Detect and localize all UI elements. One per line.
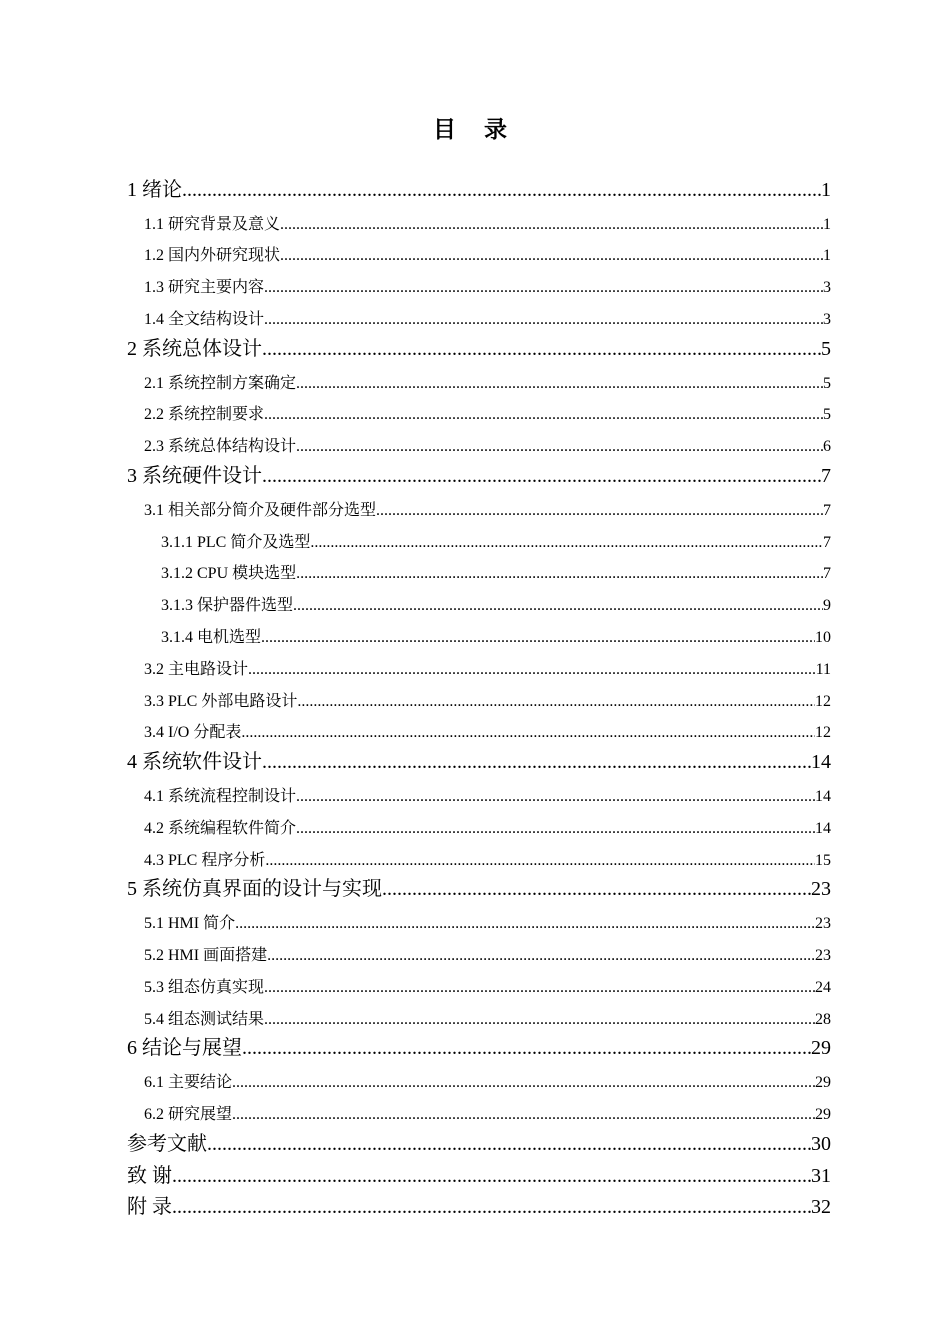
toc-entry-label: 1.4 全文结构设计 — [144, 310, 265, 328]
toc-leader — [382, 878, 811, 905]
toc-entry[interactable] — [127, 492, 831, 524]
toc-leader — [296, 788, 815, 810]
toc-entry-label: 致 谢 — [127, 1164, 172, 1187]
toc-entry-label: 2.1 系统控制方案确定 — [144, 374, 297, 392]
toc-entry-label: 4 系统软件设计 — [127, 751, 262, 774]
toc-entry[interactable] — [127, 810, 831, 842]
toc-entry-label: 3.3 PLC 外部电路设计 — [144, 692, 298, 710]
toc-entry[interactable] — [127, 1033, 831, 1065]
toc-entry-label: 2 系统总体设计 — [127, 337, 262, 360]
toc-leader — [232, 1106, 815, 1128]
toc-entry[interactable] — [127, 842, 831, 874]
toc-entry-label: 6.2 研究展望 — [144, 1105, 233, 1123]
toc-entry[interactable] — [127, 619, 831, 651]
toc-leader — [262, 751, 811, 778]
toc-entry[interactable] — [127, 333, 831, 365]
toc-entry-page: 23 — [815, 915, 831, 933]
toc-leader — [182, 179, 821, 206]
toc-entry[interactable] — [127, 778, 831, 810]
toc-entry[interactable] — [127, 556, 831, 588]
toc-entry[interactable] — [127, 1160, 831, 1192]
toc-entry-label: 3.1 相关部分简介及硬件部分选型 — [144, 501, 377, 519]
toc-leader — [264, 279, 823, 301]
toc-entry-label: 5.3 组态仿真实现 — [144, 978, 265, 996]
toc-leader — [264, 1011, 815, 1033]
toc-leader — [293, 597, 823, 619]
toc-entry-label: 1 绪论 — [127, 178, 182, 201]
toc-entry-label: 6 结论与展望 — [127, 1037, 242, 1060]
toc-leader — [267, 947, 815, 969]
toc-entry-page: 12 — [815, 692, 831, 710]
toc-entry[interactable] — [127, 937, 831, 969]
toc-entry-label: 3.1.1 PLC 简介及选型 — [161, 533, 311, 551]
toc-leader — [241, 724, 815, 746]
toc-entry-page: 3 — [823, 310, 831, 328]
toc-leader — [172, 1165, 811, 1192]
toc-entry-page: 7 — [821, 464, 831, 487]
toc-leader — [376, 502, 823, 524]
toc-entry-page: 3 — [823, 279, 831, 297]
toc-entry-label: 1.2 国内外研究现状 — [144, 247, 281, 265]
toc-entry-label: 4.1 系统流程控制设计 — [144, 787, 297, 805]
toc-entry[interactable] — [127, 269, 831, 301]
toc-entry[interactable] — [127, 238, 831, 270]
toc-entry-label: 5.4 组态测试结果 — [144, 1010, 265, 1028]
toc-entry[interactable] — [127, 1128, 831, 1160]
toc-entry-page: 14 — [815, 819, 831, 837]
toc-entry-label: 4.2 系统编程软件简介 — [144, 819, 297, 837]
toc-entry[interactable] — [127, 524, 831, 556]
toc-entry[interactable] — [127, 683, 831, 715]
toc-leader — [264, 311, 823, 333]
toc-entry-page: 32 — [811, 1196, 831, 1219]
toc-entry[interactable] — [127, 428, 831, 460]
toc-entry-label: 参考文献 — [127, 1132, 207, 1155]
toc-entry-page: 7 — [823, 501, 831, 519]
toc-entry-label: 2.3 系统总体结构设计 — [144, 438, 297, 456]
toc-entry-page: 1 — [823, 247, 831, 265]
toc-entry[interactable] — [127, 1001, 831, 1033]
toc-entry-page: 5 — [823, 374, 831, 392]
toc-entry-label: 5 系统仿真界面的设计与实现 — [127, 878, 382, 901]
toc-entry[interactable] — [127, 206, 831, 238]
toc-entry-page: 23 — [811, 878, 831, 901]
toc-entry-page: 10 — [815, 628, 831, 646]
toc-entry-label: 3.1.3 保护器件选型 — [161, 597, 294, 615]
toc-leader — [265, 852, 815, 874]
toc-entry-page: 1 — [821, 178, 831, 201]
toc-entry[interactable] — [127, 715, 831, 747]
toc-leader — [296, 565, 823, 587]
toc-leader — [264, 979, 815, 1001]
toc-entry-page: 1 — [823, 215, 831, 233]
toc-entry-label: 3.1.2 CPU 模块选型 — [161, 565, 297, 583]
toc-entry-label: 6.1 主要结论 — [144, 1074, 233, 1092]
toc-entry-label: 2.2 系统控制要求 — [144, 406, 265, 424]
toc-entry-label: 3 系统硬件设计 — [127, 464, 262, 487]
toc-entry[interactable] — [127, 1064, 831, 1096]
toc-leader — [296, 438, 823, 460]
toc-entry-page: 29 — [811, 1037, 831, 1060]
toc-leader — [264, 406, 823, 428]
toc-entry[interactable] — [127, 301, 831, 333]
toc-entry-label: 1.1 研究背景及意义 — [144, 215, 281, 233]
toc-entry-page: 30 — [811, 1132, 831, 1155]
toc-entry-label: 3.2 主电路设计 — [144, 660, 249, 678]
table-of-contents — [127, 174, 831, 1223]
toc-leader — [232, 1074, 815, 1096]
toc-leader — [262, 338, 821, 365]
toc-leader — [207, 1133, 811, 1160]
toc-leader — [297, 693, 815, 715]
toc-entry[interactable] — [127, 651, 831, 683]
toc-entry[interactable] — [127, 1192, 831, 1224]
toc-entry-page: 6 — [823, 438, 831, 456]
toc-entry-page: 7 — [823, 533, 831, 551]
toc-entry-page: 31 — [811, 1164, 831, 1187]
toc-entry[interactable] — [127, 460, 831, 492]
toc-leader — [261, 629, 815, 651]
toc-entry-label: 3.4 I/O 分配表 — [144, 724, 242, 742]
toc-entry-page: 23 — [815, 946, 831, 964]
toc-entry-page: 7 — [823, 565, 831, 583]
toc-entry[interactable] — [127, 397, 831, 429]
toc-leader — [235, 915, 815, 937]
toc-entry[interactable] — [127, 905, 831, 937]
toc-leader — [242, 1037, 811, 1064]
toc-entry[interactable] — [127, 365, 831, 397]
toc-entry-label: 5.2 HMI 画面搭建 — [144, 946, 268, 964]
toc-entry-page: 9 — [823, 597, 831, 615]
toc-entry-page: 29 — [815, 1074, 831, 1092]
toc-leader — [262, 465, 821, 492]
toc-entry[interactable] — [127, 587, 831, 619]
toc-title: 目 录 — [432, 117, 517, 143]
toc-entry[interactable] — [127, 874, 831, 906]
toc-leader — [248, 661, 816, 683]
toc-entry[interactable] — [127, 1096, 831, 1128]
toc-entry-page: 15 — [815, 851, 831, 869]
toc-entry[interactable] — [127, 969, 831, 1001]
toc-leader — [280, 247, 823, 269]
toc-entry[interactable] — [127, 174, 831, 206]
toc-entry-page: 12 — [815, 724, 831, 742]
toc-leader — [280, 216, 823, 238]
toc-entry-page: 14 — [811, 751, 831, 774]
toc-entry[interactable] — [127, 746, 831, 778]
toc-entry-page: 29 — [815, 1105, 831, 1123]
toc-leader — [310, 534, 823, 556]
toc-entry-label: 4.3 PLC 程序分析 — [144, 851, 266, 869]
toc-leader — [296, 820, 815, 842]
toc-entry-page: 14 — [815, 787, 831, 805]
toc-entry-page: 11 — [815, 660, 831, 678]
toc-entry-page: 5 — [823, 406, 831, 424]
toc-leader — [296, 375, 823, 397]
toc-entry-page: 24 — [815, 978, 831, 996]
toc-entry-page: 28 — [815, 1010, 831, 1028]
toc-entry-label: 5.1 HMI 简介 — [144, 915, 236, 933]
toc-entry-label: 3.1.4 电机选型 — [161, 628, 262, 646]
toc-entry-label: 附 录 — [127, 1196, 172, 1219]
toc-entry-label: 1.3 研究主要内容 — [144, 279, 265, 297]
toc-entry-page: 5 — [821, 337, 831, 360]
toc-leader — [172, 1196, 811, 1223]
